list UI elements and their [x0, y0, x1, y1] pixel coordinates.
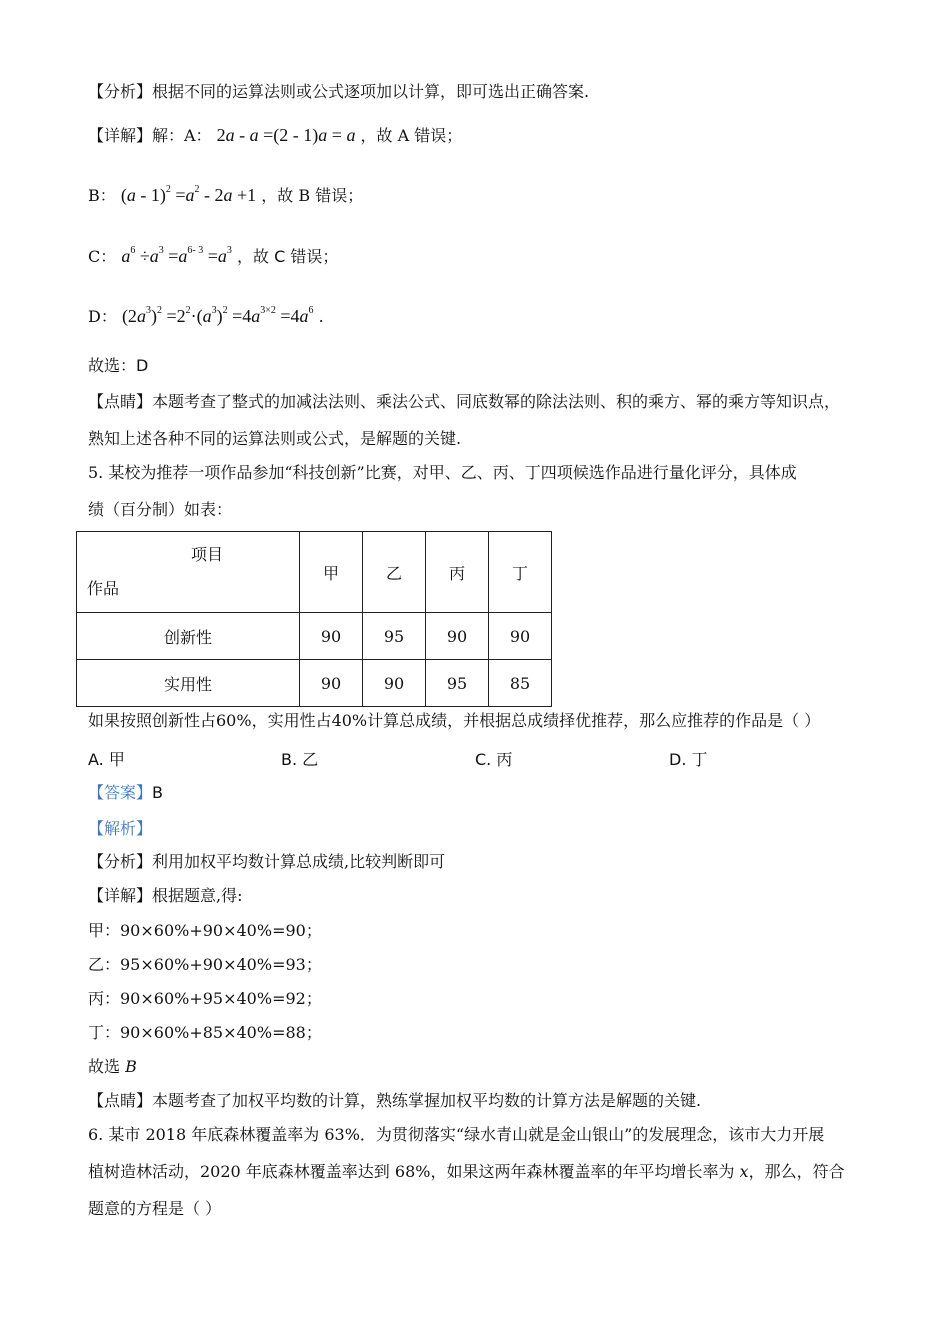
column-header-ding: 丁	[489, 532, 552, 613]
table-cell: 95	[363, 613, 426, 660]
column-header-bing: 丙	[426, 532, 489, 613]
q5-stem-line2: 绩（百分制）如表：	[88, 500, 233, 519]
q4-choose: 故选：D	[88, 356, 149, 375]
q4-option-c-detail: C： $a^6 \div a^3 =a^{6- 3} =a^3$ ，故 C 错误；	[88, 245, 339, 266]
q4-option-c-formula: $a^6 \div a^3 =a^{6- 3} =a^3$	[121, 245, 232, 266]
q5-option-c: C. 丙	[475, 750, 513, 769]
q5-stem-line1: 5. 某校为推荐一项作品参加“科技创新”比赛，对甲、乙、丙、丁四项候选作品进行量化评分，具体成	[88, 463, 797, 482]
score-table	[76, 531, 552, 707]
q4-option-b-formula: $(a - 1)^2 =a^2 - 2a +1$	[120, 184, 257, 205]
q4-comment-line1: 【点睛】本题考查了整式的加减法法则、乘法公式、同底数幂的除法法则、积的乘方、幂的乘方等知识点，	[88, 392, 841, 411]
q5-detail: 【详解】根据题意,得:	[88, 886, 243, 905]
table-row	[77, 660, 552, 707]
header-work: 作品	[87, 579, 120, 598]
table-row	[77, 613, 552, 660]
q5-analysis: 【分析】利用加权平均数计算总成绩,比较判断即可	[88, 852, 446, 871]
q4-analysis: 【分析】根据不同的运算法则或公式逐项加以计算，即可选出正确答案.	[88, 82, 590, 101]
q4-option-b-detail: B： $(a - 1)^2 =a^2 - 2a +1$ ，故 B 错误；	[88, 184, 364, 205]
table-cell: 90	[300, 613, 363, 660]
table-cell: 95	[426, 660, 489, 707]
table-cell: 90	[363, 660, 426, 707]
row-label-practicality: 实用性	[77, 660, 300, 707]
q4-option-d-detail: D： $(2a^3)^2 =2^2\cdot(a^3)^2 =4a^{3\times 2} =4a^6$ .	[88, 305, 324, 326]
q6-line3: 题意的方程是（ ）	[88, 1199, 222, 1218]
choose-answer: B	[125, 1057, 137, 1076]
q5-comment: 【点睛】本题考查了加权平均数的计算，熟练掌握加权平均数的计算方法是解题的关键.	[88, 1091, 702, 1110]
q6-line2: 植树造林活动，2020 年底森林覆盖率达到 68%，如果这两年森林覆盖率的年平均增长率为 x，那么，符合	[88, 1162, 845, 1181]
q5-option-d: D. 丁	[669, 750, 708, 769]
q5-option-b: B. 乙	[281, 750, 319, 769]
q5-explain-tag: 【解析】	[88, 819, 153, 838]
q5-answer	[88, 783, 163, 803]
column-header-yi: 乙	[363, 532, 426, 613]
q5-question: 如果按照创新性占60%，实用性占40%计算总成绩，并根据总成绩择优推荐，那么应推荐的作品是（ ）	[88, 711, 821, 730]
table-corner-header	[77, 532, 300, 613]
answer-value: B	[152, 783, 163, 802]
q5-choose: 故选 B	[88, 1057, 137, 1076]
column-header-jia: 甲	[300, 532, 363, 613]
table-cell: 90	[489, 613, 552, 660]
q5-calc-yi: 乙：95×60%+90×40%=93；	[88, 955, 322, 974]
q4-option-d-formula: $(2a^3)^2 =2^2\cdot(a^3)^2 =4a^{3\times 2} =4a^6$	[121, 305, 314, 326]
answer-tag: 【答案】	[88, 783, 153, 802]
q4-option-a-formula: 2a - a =(2 - 1)a = a	[216, 125, 356, 145]
q5-option-a: A. 甲	[88, 750, 125, 769]
row-label-innovation: 创新性	[77, 613, 300, 660]
table-cell: 90	[300, 660, 363, 707]
table-header-row	[77, 532, 552, 613]
q4-option-a-suffix: ，故 A 错误；	[360, 126, 463, 145]
table-cell: 90	[426, 613, 489, 660]
header-project: 项目	[191, 545, 224, 564]
q4-comment-line2: 熟知上述各种不同的运算法则或公式，是解题的关键.	[88, 429, 462, 448]
variable-x: x	[739, 1162, 749, 1181]
q5-calc-bing: 丙：90×60%+95×40%=92；	[88, 989, 322, 1008]
table-cell: 85	[489, 660, 552, 707]
q5-calc-ding: 丁：90×60%+85×40%=88；	[88, 1023, 322, 1042]
q4-detail-prefix: 【详解】解：A：	[88, 126, 212, 145]
q4-option-a-detail	[88, 125, 462, 146]
q5-calc-jia: 甲：90×60%+90×40%=90；	[88, 921, 322, 940]
q6-line1: 6. 某市 2018 年底森林覆盖率为 63%．为贯彻落实“绿水青山就是金山银山”的发展理念，该市大力开展	[88, 1125, 825, 1144]
